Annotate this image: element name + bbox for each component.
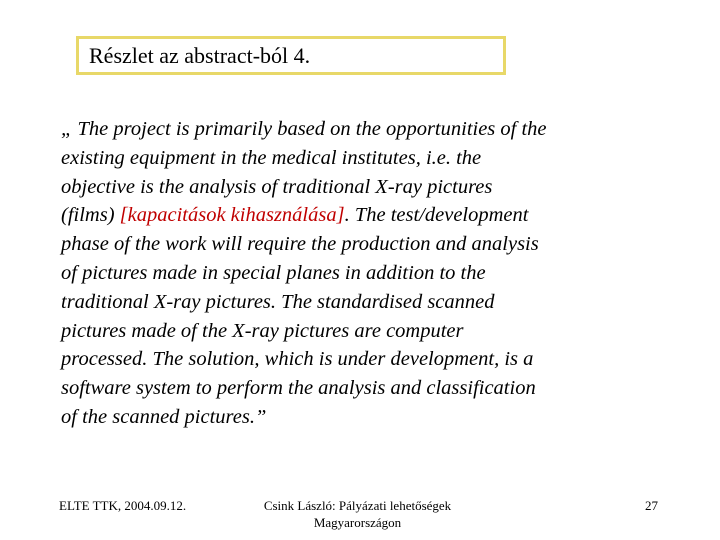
quote-segment: (films) [61, 204, 120, 227]
title-box [76, 36, 506, 75]
quote-line [61, 201, 661, 230]
quote-line: of pictures made in special planes in addition to the [61, 261, 486, 284]
footer-date: ELTE TTK, 2004.09.12. [59, 498, 187, 513]
quote-line: of the scanned pictures.” [61, 405, 267, 428]
quote-line: „ The project is primarily based on the opportunities of the [61, 118, 547, 140]
highlighted-term: [kapacitások kihasználása] [119, 204, 345, 227]
abstract-quote [61, 115, 661, 432]
quote-segment: . The test/development [344, 204, 529, 227]
page-number: 27 [645, 498, 658, 513]
slide-title: Részlet az abstract-ból 4. [89, 42, 311, 68]
footer-author [230, 497, 485, 531]
footer-author-line1: Csink László: Pályázati lehetőségek [263, 498, 452, 513]
quote-line: existing equipment in the medical institutes, i.e. the [61, 146, 482, 169]
quote-line: objective is the analysis of traditional X-ray pictures [61, 175, 493, 198]
footer-author-line2: Magyarországon [313, 515, 402, 530]
quote-line: pictures made of the X-ray pictures are computer [61, 319, 464, 342]
quote-line: processed. The solution, which is under development, is a [61, 348, 534, 371]
quote-line: traditional X-ray pictures. The standardised scanned [61, 290, 495, 313]
quote-line: software system to perform the analysis and classification [61, 377, 536, 400]
quote-line: phase of the work will require the production and analysis [61, 233, 539, 256]
